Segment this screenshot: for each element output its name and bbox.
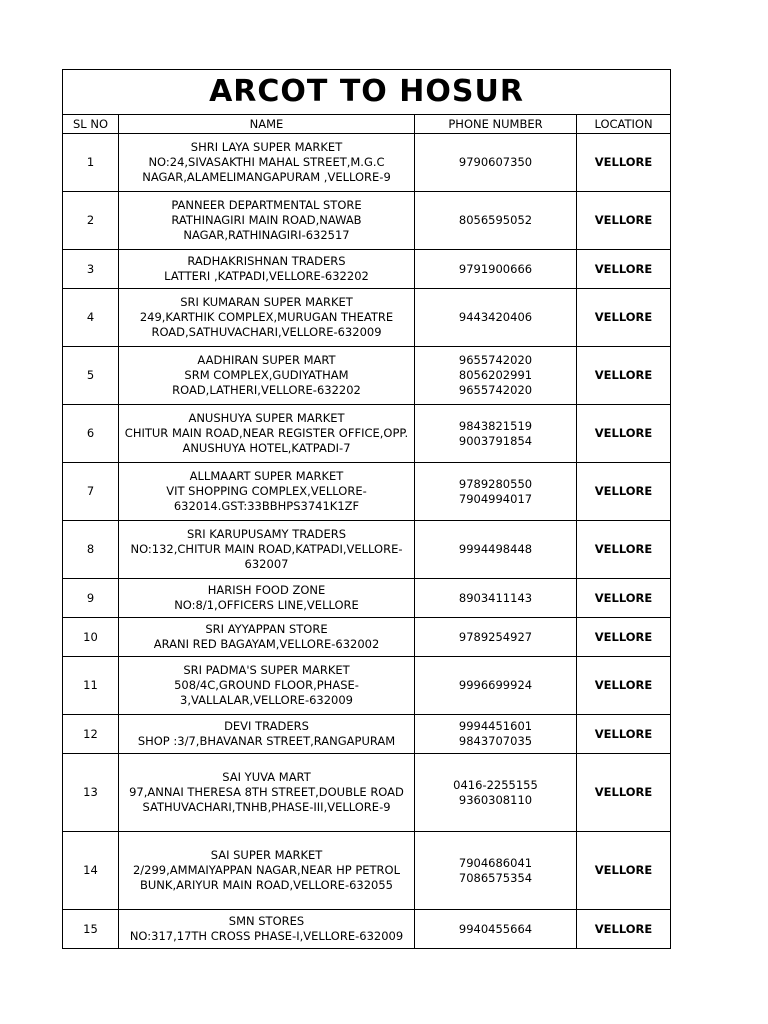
phone-cell bbox=[415, 289, 577, 347]
store-list-table bbox=[62, 69, 671, 949]
phone-cell bbox=[415, 657, 577, 715]
name-line: 2/299,AMMAIYAPPAN NAGAR,NEAR HP PETROL bbox=[132, 863, 400, 877]
location-cell: VELLORE bbox=[577, 657, 671, 715]
header-sl-no: SL NO bbox=[63, 115, 119, 134]
location-cell: VELLORE bbox=[577, 347, 671, 405]
name-line: HARISH FOOD ZONE bbox=[207, 583, 326, 597]
name-line: 632014.GST:33BBHPS3741K1ZF bbox=[173, 499, 360, 513]
name-line: RATHINAGIRI MAIN ROAD,NAWAB bbox=[171, 213, 362, 227]
name-cell bbox=[119, 192, 415, 250]
name-cell bbox=[119, 463, 415, 521]
phone-cell bbox=[415, 754, 577, 832]
name-cell bbox=[119, 715, 415, 754]
location-cell: VELLORE bbox=[577, 250, 671, 289]
name-line: NAGAR,RATHINAGIRI-632517 bbox=[183, 228, 350, 242]
phone-cell bbox=[415, 910, 577, 949]
name-line: NO:24,SIVASAKTHI MAHAL STREET,M.G.C bbox=[148, 155, 385, 169]
name-line: NO:132,CHITUR MAIN ROAD,KATPADI,VELLORE- bbox=[130, 542, 403, 556]
table-row bbox=[63, 715, 671, 754]
name-line: 97,ANNAI THERESA 8TH STREET,DOUBLE ROAD bbox=[129, 785, 404, 799]
phone-cell bbox=[415, 347, 577, 405]
phone-number: 9994498448 bbox=[458, 542, 533, 556]
phone-cell bbox=[415, 521, 577, 579]
name-cell bbox=[119, 910, 415, 949]
name-line: VIT SHOPPING COMPLEX,VELLORE- bbox=[166, 484, 367, 498]
table-body bbox=[63, 134, 671, 949]
name-line: SRI KARUPUSAMY TRADERS bbox=[186, 527, 347, 541]
sl-no-cell: 7 bbox=[63, 463, 119, 521]
sl-no-cell: 10 bbox=[63, 618, 119, 657]
header-phone-number: PHONE NUMBER bbox=[415, 115, 577, 134]
name-line: CHITUR MAIN ROAD,NEAR REGISTER OFFICE,OPP. bbox=[124, 426, 409, 440]
sheet-title: ARCOT TO HOSUR bbox=[63, 70, 671, 115]
location-cell: VELLORE bbox=[577, 405, 671, 463]
name-cell bbox=[119, 250, 415, 289]
phone-cell bbox=[415, 618, 577, 657]
phone-cell bbox=[415, 579, 577, 618]
table-row bbox=[63, 192, 671, 250]
phone-cell bbox=[415, 463, 577, 521]
name-line: ANUSHUYA HOTEL,KATPADI-7 bbox=[182, 441, 351, 455]
phone-number: 8056202991 bbox=[458, 368, 533, 382]
name-cell bbox=[119, 289, 415, 347]
phone-number: 7086575354 bbox=[458, 870, 533, 885]
name-line: DEVI TRADERS bbox=[224, 719, 309, 733]
sl-no-cell: 9 bbox=[63, 579, 119, 618]
phone-number: 9843707035 bbox=[458, 734, 533, 748]
name-line: ROAD,SATHUVACHARI,VELLORE-632009 bbox=[151, 325, 382, 339]
name-cell bbox=[119, 521, 415, 579]
phone-number: 9790607350 bbox=[458, 155, 533, 169]
table-row bbox=[63, 618, 671, 657]
name-line: PANNEER DEPARTMENTAL STORE bbox=[171, 198, 362, 212]
name-line: 632007 bbox=[244, 557, 289, 571]
name-line: BUNK,ARIYUR MAIN ROAD,VELLORE-632055 bbox=[140, 878, 393, 892]
name-line: SAI YUVA MART bbox=[222, 770, 311, 784]
name-line: NO:8/1,OFFICERS LINE,VELLORE bbox=[174, 598, 359, 612]
sl-no-cell: 3 bbox=[63, 250, 119, 289]
name-line: SRI PADMA'S SUPER MARKET bbox=[183, 663, 350, 677]
name-line: ARANI RED BAGAYAM,VELLORE-632002 bbox=[153, 637, 380, 651]
name-line: SMN STORES bbox=[228, 914, 305, 928]
phone-number: 7904994017 bbox=[458, 491, 533, 506]
phone-cell bbox=[415, 250, 577, 289]
table-row bbox=[63, 832, 671, 910]
sl-no-cell: 14 bbox=[63, 832, 119, 910]
name-line: SHOP :3/7,BHAVANAR STREET,RANGAPURAM bbox=[137, 734, 396, 748]
phone-cell bbox=[415, 134, 577, 192]
sl-no-cell: 13 bbox=[63, 754, 119, 832]
table-row bbox=[63, 657, 671, 715]
sl-no-cell: 15 bbox=[63, 910, 119, 949]
table-row bbox=[63, 405, 671, 463]
location-cell: VELLORE bbox=[577, 134, 671, 192]
location-cell: VELLORE bbox=[577, 618, 671, 657]
name-line: AADHIRAN SUPER MART bbox=[197, 353, 336, 367]
name-cell bbox=[119, 579, 415, 618]
table-row bbox=[63, 579, 671, 618]
phone-number: 7904686041 bbox=[458, 855, 533, 870]
name-line: ALLMAART SUPER MARKET bbox=[189, 469, 344, 483]
phone-cell bbox=[415, 715, 577, 754]
phone-number: 8903411143 bbox=[458, 590, 533, 605]
name-line: NO:317,17TH CROSS PHASE-I,VELLORE-632009 bbox=[129, 929, 404, 943]
sl-no-cell: 6 bbox=[63, 405, 119, 463]
table-row bbox=[63, 910, 671, 949]
phone-number: 9789280550 bbox=[458, 476, 533, 491]
phone-number: 9789254927 bbox=[458, 629, 533, 644]
phone-number: 9655742020 bbox=[458, 383, 533, 397]
location-cell: VELLORE bbox=[577, 521, 671, 579]
phone-number: 9843821519 bbox=[458, 418, 533, 433]
location-cell: VELLORE bbox=[577, 463, 671, 521]
name-line: SRI AYYAPPAN STORE bbox=[205, 622, 328, 636]
phone-number: 9994451601 bbox=[458, 719, 533, 733]
phone-cell bbox=[415, 405, 577, 463]
name-line: SHRI LAYA SUPER MARKET bbox=[190, 140, 343, 154]
header-name: NAME bbox=[119, 115, 415, 134]
phone-number: 9003791854 bbox=[458, 433, 533, 448]
phone-cell bbox=[415, 832, 577, 910]
name-cell bbox=[119, 134, 415, 192]
name-line: ANUSHUYA SUPER MARKET bbox=[188, 411, 345, 425]
sl-no-cell: 5 bbox=[63, 347, 119, 405]
name-cell bbox=[119, 618, 415, 657]
location-cell: VELLORE bbox=[577, 910, 671, 949]
header-location: LOCATION bbox=[577, 115, 671, 134]
location-cell: VELLORE bbox=[577, 579, 671, 618]
phone-number: 9443420406 bbox=[458, 310, 533, 324]
sl-no-cell: 12 bbox=[63, 715, 119, 754]
phone-number: 9940455664 bbox=[458, 921, 533, 936]
location-cell: VELLORE bbox=[577, 832, 671, 910]
location-cell: VELLORE bbox=[577, 289, 671, 347]
table-row bbox=[63, 754, 671, 832]
name-line: SAI SUPER MARKET bbox=[210, 848, 323, 862]
sl-no-cell: 4 bbox=[63, 289, 119, 347]
phone-number: 9655742020 bbox=[458, 353, 533, 367]
table-row bbox=[63, 347, 671, 405]
name-line: SRI KUMARAN SUPER MARKET bbox=[180, 295, 353, 309]
location-cell: VELLORE bbox=[577, 715, 671, 754]
phone-number: 9996699924 bbox=[458, 678, 533, 692]
sl-no-cell: 11 bbox=[63, 657, 119, 715]
name-cell bbox=[119, 754, 415, 832]
phone-cell bbox=[415, 192, 577, 250]
name-line: 249,KARTHIK COMPLEX,MURUGAN THEATRE bbox=[139, 310, 394, 324]
phone-number: 8056595052 bbox=[458, 213, 533, 227]
name-line: ROAD,LATHERI,VELLORE-632202 bbox=[172, 383, 361, 397]
name-line: SATHUVACHARI,TNHB,PHASE-III,VELLORE-9 bbox=[142, 800, 391, 814]
sl-no-cell: 2 bbox=[63, 192, 119, 250]
location-cell: VELLORE bbox=[577, 754, 671, 832]
name-cell bbox=[119, 657, 415, 715]
phone-number: 0416-2255155 bbox=[453, 777, 538, 792]
name-line: NAGAR,ALAMELIMANGAPURAM ,VELLORE-9 bbox=[142, 170, 391, 184]
sl-no-cell: 1 bbox=[63, 134, 119, 192]
table-row bbox=[63, 289, 671, 347]
table-row bbox=[63, 463, 671, 521]
location-cell: VELLORE bbox=[577, 192, 671, 250]
header-row bbox=[63, 115, 671, 134]
name-line: 3,VALLALAR,VELLORE-632009 bbox=[180, 693, 353, 707]
table-row bbox=[63, 134, 671, 192]
name-line: SRM COMPLEX,GUDIYATHAM bbox=[184, 368, 349, 382]
name-cell bbox=[119, 347, 415, 405]
name-line: 508/4C,GROUND FLOOR,PHASE- bbox=[174, 678, 359, 692]
sl-no-cell: 8 bbox=[63, 521, 119, 579]
name-line: RADHAKRISHNAN TRADERS bbox=[187, 254, 346, 268]
name-line: LATTERI ,KATPADI,VELLORE-632202 bbox=[164, 269, 369, 283]
name-cell bbox=[119, 405, 415, 463]
table-row bbox=[63, 250, 671, 289]
name-cell bbox=[119, 832, 415, 910]
phone-number: 9791900666 bbox=[458, 261, 533, 276]
table-row bbox=[63, 521, 671, 579]
phone-number: 9360308110 bbox=[458, 792, 533, 807]
